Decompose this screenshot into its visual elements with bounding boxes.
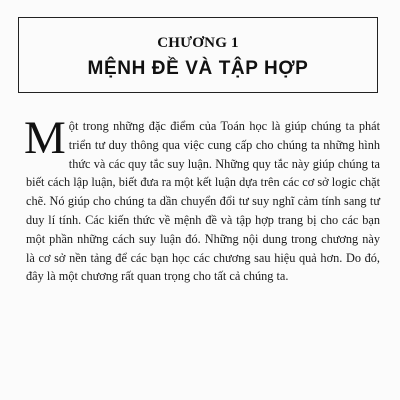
intro-paragraph xyxy=(24,112,380,286)
chapter-label: CHƯƠNG 1 xyxy=(157,35,239,51)
intro-text: ột trong những đặc điểm của Toán học là giúp chúng ta phát triển tư duy thông qua việc cung cấp cho chúng ta những hình thức và các quy tắc suy luận. Những quy tắc này giúp chúng ta biết cách lập luận, biết đưa ra một kết luận dựa trên các cơ sở logic chặt chẽ. Nó giúp cho chúng ta dần chuyển đổi tư suy nghĩ cảm tính sang tư duy lí tính. Các kiến thức về mệnh đề và tập hợp trang bị cho các bạn một phần những cách suy luận đó. Những nội dung trong chương này là cơ sở nền tảng để các bạn học các chương sau hiệu quả hơn. Do đó, đây là một chương rất quan trọng cho tất cả chúng ta. xyxy=(26,119,380,284)
chapter-heading-box xyxy=(18,17,378,93)
drop-cap: M xyxy=(24,112,66,164)
chapter-title: MỆNH ĐỀ VÀ TẬP HỢP xyxy=(87,58,309,79)
